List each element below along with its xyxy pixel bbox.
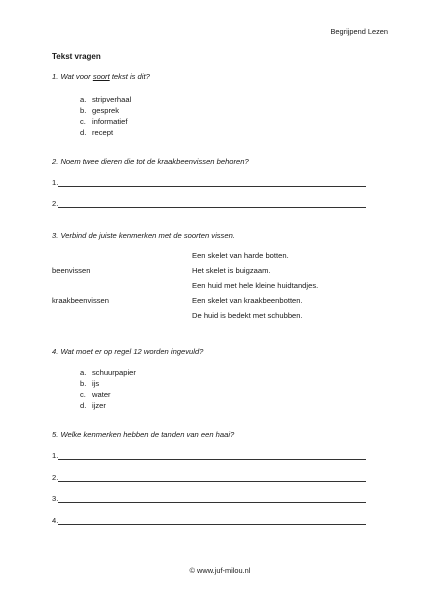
answer-line-number: 1. xyxy=(52,178,59,187)
answer-line[interactable] xyxy=(52,177,366,188)
question-5: 5. Welke kenmerken hebben de tanden van een haai? xyxy=(52,430,235,439)
question-1-underlined: soort xyxy=(92,72,110,81)
option-letter: d. xyxy=(80,128,87,137)
header-subject: Begrijpend Lezen xyxy=(330,27,388,36)
question-1 xyxy=(52,72,150,81)
trait-item[interactable]: Een skelet van kraakbeenbotten. xyxy=(192,296,303,305)
answer-rule xyxy=(58,458,366,460)
answer-rule xyxy=(58,523,366,525)
answer-line-number: 3. xyxy=(52,494,59,503)
answer-rule xyxy=(58,206,366,208)
trait-item[interactable]: De huid is bedekt met schubben. xyxy=(192,311,303,320)
option-text: ijzer xyxy=(92,401,106,410)
option-item[interactable] xyxy=(80,127,131,138)
option-text: recept xyxy=(92,128,114,137)
option-letter: c. xyxy=(80,117,86,126)
question-2: 2. Noem twee dieren die tot de kraakbeenvissen behoren? xyxy=(52,157,249,166)
answer-line[interactable] xyxy=(52,450,366,461)
question-3: 3. Verbind de juiste kenmerken met de soorten vissen. xyxy=(52,231,235,240)
fish-type-item[interactable]: kraakbeenvissen xyxy=(52,296,109,305)
answer-line[interactable] xyxy=(52,493,366,504)
option-item[interactable] xyxy=(80,94,131,105)
question-1-prefix: 1. Wat voor xyxy=(52,72,93,81)
option-text: gesprek xyxy=(92,106,120,115)
footer-copyright: © www.juf-milou.nl xyxy=(189,566,251,575)
trait-item[interactable]: Het skelet is buigzaam. xyxy=(192,266,271,275)
page-title: Tekst vragen xyxy=(52,52,101,61)
question-4: 4. Wat moet er op regel 12 worden ingevuld? xyxy=(52,347,204,356)
question-1-suffix: tekst is dit? xyxy=(109,72,150,81)
answer-line[interactable] xyxy=(52,515,366,526)
answer-line[interactable] xyxy=(52,198,366,209)
answer-line-number: 2. xyxy=(52,199,59,208)
answer-rule xyxy=(58,185,366,187)
question-1-options xyxy=(80,94,131,138)
option-text: water xyxy=(92,390,111,399)
option-letter: a. xyxy=(80,368,87,377)
option-text: informatief xyxy=(92,117,128,126)
option-item[interactable] xyxy=(80,367,136,378)
answer-line-number: 4. xyxy=(52,516,59,525)
answer-line-number: 1. xyxy=(52,451,59,460)
option-item[interactable] xyxy=(80,105,131,116)
option-item[interactable] xyxy=(80,400,136,411)
option-text: schuurpapier xyxy=(92,368,136,377)
option-item[interactable] xyxy=(80,378,136,389)
fish-type-item[interactable]: beenvissen xyxy=(52,266,91,275)
option-text: ijs xyxy=(92,379,100,388)
option-text: stripverhaal xyxy=(92,95,132,104)
option-letter: a. xyxy=(80,95,87,104)
answer-rule xyxy=(58,480,366,482)
option-letter: b. xyxy=(80,106,87,115)
trait-item[interactable]: Een huid met hele kleine huidtandjes. xyxy=(192,281,319,290)
option-letter: d. xyxy=(80,401,87,410)
question-4-options xyxy=(80,367,136,411)
option-letter: c. xyxy=(80,390,86,399)
answer-rule xyxy=(58,501,366,503)
option-item[interactable] xyxy=(80,116,131,127)
trait-item[interactable]: Een skelet van harde botten. xyxy=(192,251,289,260)
answer-line-number: 2. xyxy=(52,473,59,482)
option-item[interactable] xyxy=(80,389,136,400)
option-letter: b. xyxy=(80,379,87,388)
answer-line[interactable] xyxy=(52,472,366,483)
